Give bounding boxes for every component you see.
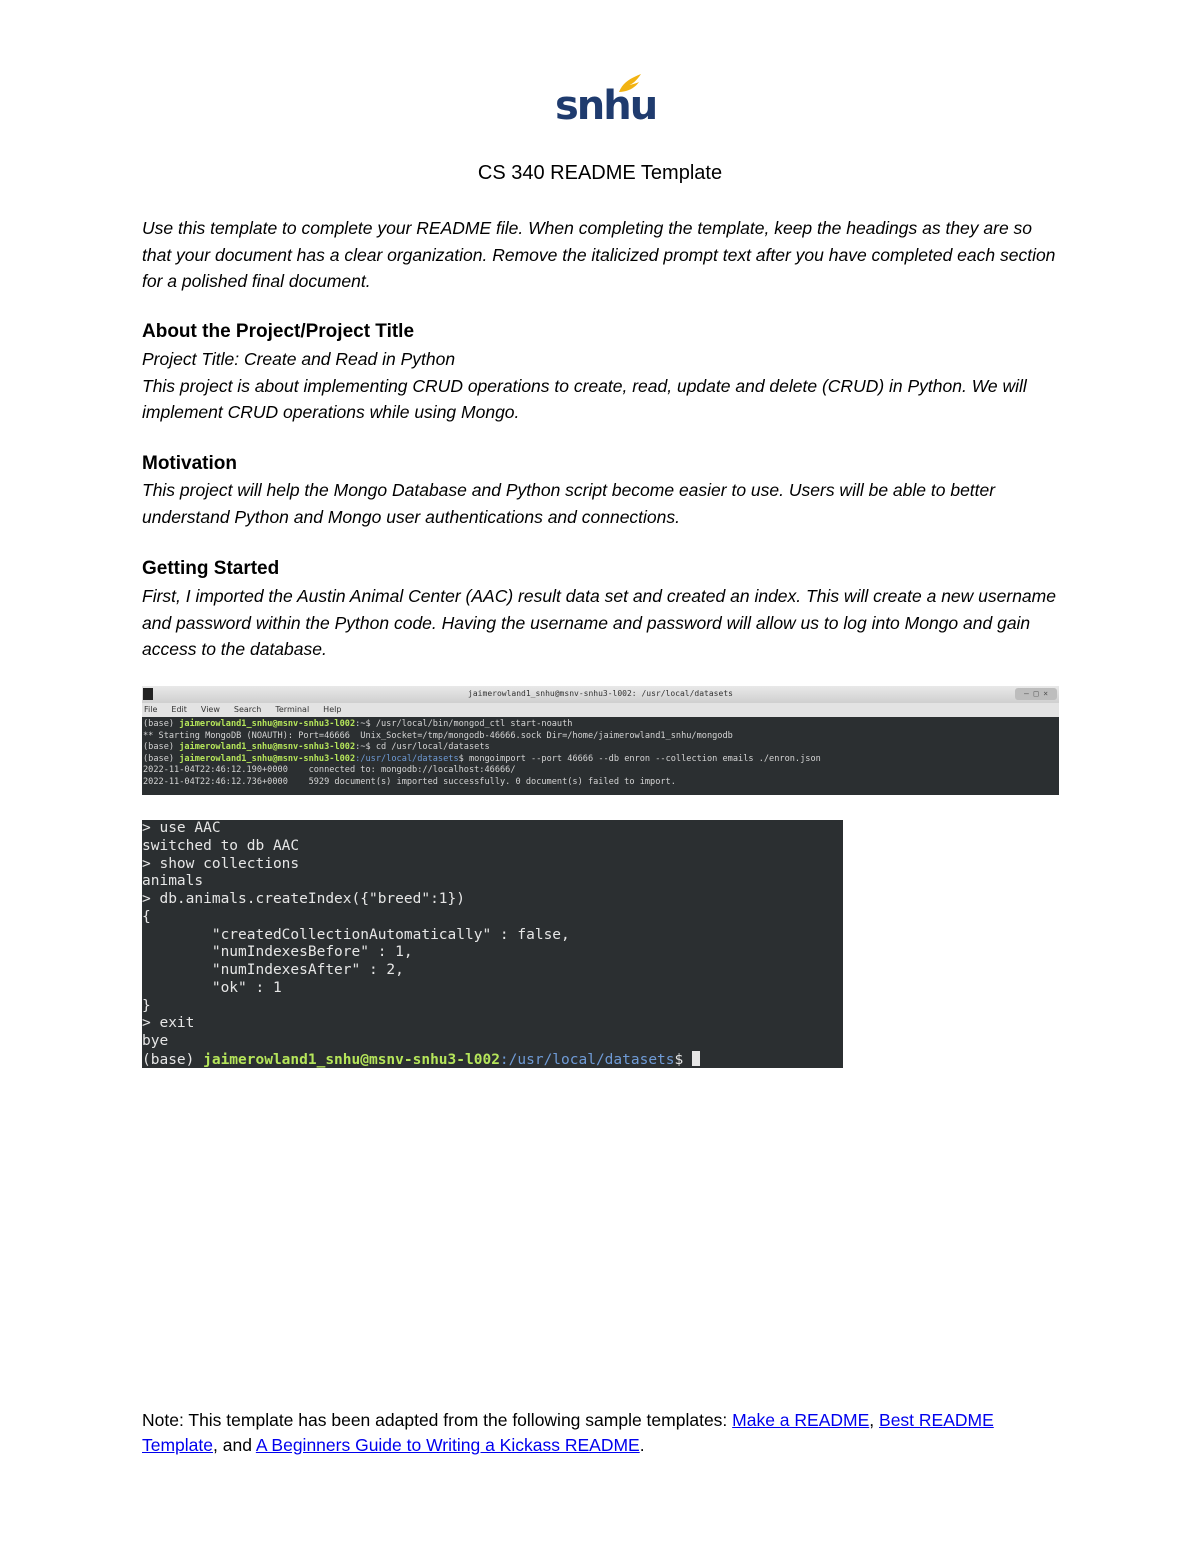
terminal-screenshot-create-index — [142, 820, 843, 1068]
section-body-getting-started — [142, 583, 1062, 663]
link-best-readme-template[interactable]: Best README Template — [142, 1410, 994, 1455]
terminal-line: 2022-11-04T22:46:12.736+0000 5929 document(s) imported successfully. 0 document(s) failed to import. — [143, 776, 676, 787]
menu-terminal: Terminal — [275, 705, 310, 714]
terminal-line: > use AAC — [142, 820, 221, 836]
intro-paragraph: Use this template to complete your README file. When completing the template, keep the headings as they are so that your document has a clear organization. Remove the italicized prompt text after you have completed each section for a polished final document. — [142, 218, 1056, 291]
terminal-line: > exit — [142, 1015, 195, 1032]
terminal-line: "ok" : 1 — [142, 979, 282, 996]
link-beginners-guide-readme[interactable]: A Beginners Guide to Writing a Kickass README — [255, 1434, 640, 1455]
terminal-line: (base) jaimerowland1_snhu@msnv-snhu3-l002:~$ /usr/local/bin/mongod_ctl start-noauth — [143, 719, 573, 729]
menu-help: Help — [323, 705, 342, 714]
terminal-line: ** Starting MongoDB (NOAUTH): Port=46666 Unix_Socket=/tmp/mongodb-46666.sock Dir=/home/jaimerowland1_snhu/mongodb — [143, 730, 733, 741]
terminal-screenshot-mongoimport — [142, 686, 1059, 795]
section-heading-about: About the Project/Project Title — [142, 321, 415, 342]
terminal-prompt-line: (base) jaimerowland1_snhu@msnv-snhu3-l002:/usr/local/datasets$ — [142, 1051, 700, 1068]
terminal-line: 2022-11-04T22:46:12.190+0000 connected to: mongodb://localhost:46666/ — [143, 765, 516, 776]
terminal-output — [142, 820, 700, 1068]
terminal-line: switched to db AAC — [142, 837, 300, 854]
note-prefix: Note: This template has been adapted from the following sample templates: — [142, 1410, 733, 1430]
terminal-line: "numIndexesAfter" : 2, — [142, 962, 404, 978]
section-body-about — [142, 346, 1062, 426]
terminal-output — [143, 719, 821, 789]
terminal-line: } — [142, 997, 151, 1014]
terminal-titlebar — [142, 686, 1059, 703]
terminal-cursor — [692, 1051, 700, 1066]
terminal-line: (base) jaimerowland1_snhu@msnv-snhu3-l002:~$ cd /usr/local/datasets — [143, 742, 490, 753]
menu-search: Search — [233, 705, 262, 714]
project-description: This project is about implementing CRUD operations to create, read, update and delete (CRUD) in Python. We will implement CRUD operations while using Mongo. — [142, 375, 1027, 422]
template-note: Note: This template has been adapted from the following sample templates: Make a README, Best README Template, and A Beginners Guide to Writing a Kickass README. — [142, 1410, 994, 1455]
terminal-menubar — [142, 703, 1059, 717]
logo-wordmark: snhu — [555, 83, 657, 129]
project-title-line: Project Title: Create and Read in Python — [142, 349, 456, 369]
terminal-line: > db.animals.createIndex({"breed":1}) — [142, 891, 466, 907]
snhu-logo — [555, 72, 657, 134]
terminal-line: > show collections — [142, 855, 300, 872]
section-heading-motivation: Motivation — [142, 453, 237, 474]
menu-edit: Edit — [171, 705, 187, 714]
terminal-line: (base) jaimerowland1_snhu@msnv-snhu3-l002:/usr/local/datasets$ mongoimport --port 46666 --db enron --collection emails ./enron.json — [143, 753, 821, 764]
section-body-motivation — [142, 477, 1062, 530]
terminal-line: "createdCollectionAutomatically" : false, — [142, 926, 570, 943]
terminal-line: "numIndexesBefore" : 1, — [142, 944, 413, 961]
getting-started-text: First, I imported the Austin Animal Center (AAC) result data set and created an index. This will create a new username and password within the Python code. Having the username and password will allow us to log into Mongo and gain access to the database. — [142, 586, 1056, 659]
document-title: CS 340 README Template — [477, 162, 723, 184]
terminal-line: { — [142, 908, 151, 925]
terminal-window-title: jaimerowland1_snhu@msnv-snhu3-l002: /usr/local/datasets — [468, 689, 733, 698]
link-make-a-readme[interactable]: Make a README — [732, 1410, 870, 1430]
terminal-line: animals — [142, 873, 204, 890]
menu-view: View — [200, 705, 220, 714]
window-controls-icon: – □ × — [1015, 688, 1057, 700]
menu-file: File — [144, 705, 158, 714]
section-heading-getting-started: Getting Started — [142, 558, 280, 579]
motivation-text: This project will help the Mongo Database and Python script become easier to use. Users will be able to better understand Python and Mongo user authentications and connections. — [142, 480, 996, 527]
terminal-line: bye — [142, 1033, 169, 1049]
